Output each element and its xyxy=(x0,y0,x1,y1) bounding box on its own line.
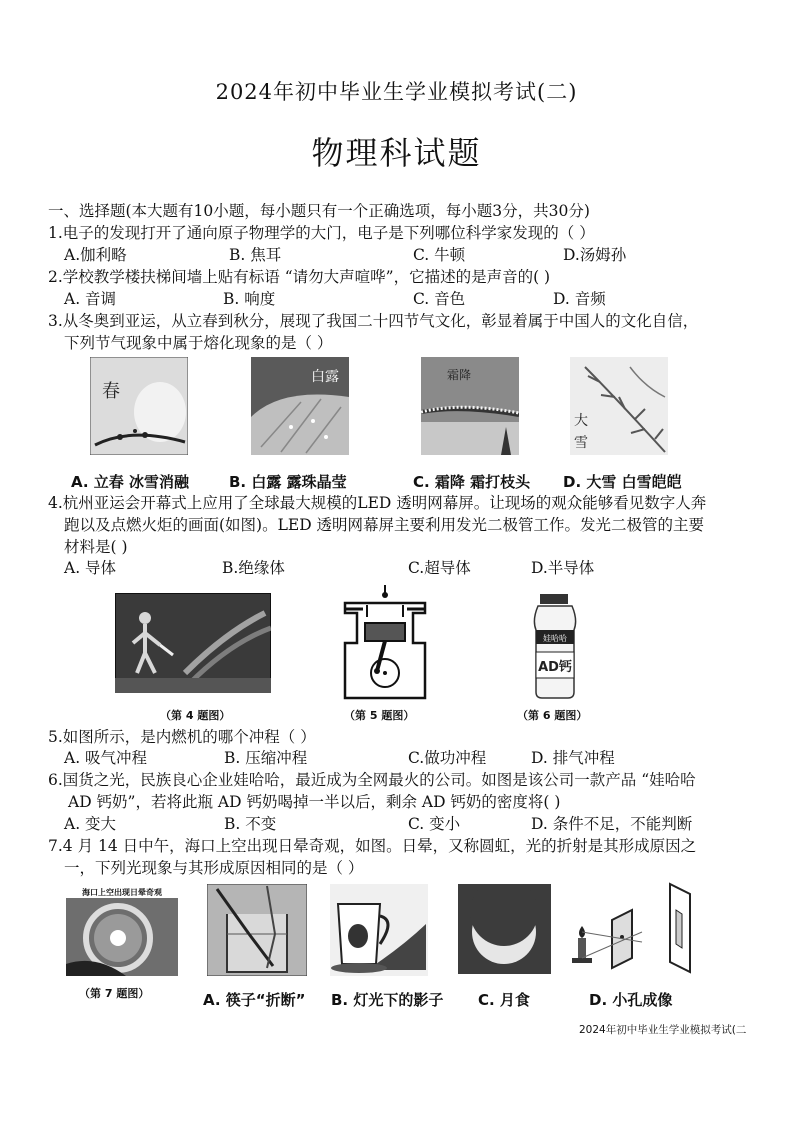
q3-image-white-dew xyxy=(251,357,349,455)
q6-stem-line2: AD 钙奶”，若将此瓶 AD 钙奶喝掉一半以后，剩余 AD 钙奶的密度将( ) xyxy=(68,793,561,811)
q7-image-pinhole-camera xyxy=(566,880,696,976)
q3-image-heavy-snow xyxy=(570,357,668,455)
q7-caption-a: A. 筷子“折断” xyxy=(203,991,306,1009)
q2-option-a: A. 音调 xyxy=(64,290,117,308)
q4-option-d: D.半导体 xyxy=(531,559,595,577)
q5-stem: 5.如图所示，是内燃机的哪个冲程（ ） xyxy=(48,728,316,746)
figure-7-photo-title: 海口上空出现日晕奇观 xyxy=(82,888,162,897)
figure-6-brand-text: 娃哈哈 xyxy=(543,634,567,643)
page-footer: 2024年初中毕业生学业模拟考试(二 xyxy=(579,1024,747,1036)
q3-image-spring xyxy=(90,357,188,455)
q7-caption-b: B. 灯光下的影子 xyxy=(331,991,444,1009)
q4-stem-line3: 材料是( ) xyxy=(64,538,128,556)
q3-image-white-dew-label: 白露 xyxy=(311,369,339,385)
q5-option-b: B. 压缩冲程 xyxy=(224,749,308,767)
q2-option-d: D. 音频 xyxy=(553,290,606,308)
q1-stem: 1.电子的发现打开了通向原子物理学的大门，电子是下列哪位科学家发现的（ ） xyxy=(48,224,595,242)
q3-image-frost-label: 霜降 xyxy=(447,368,472,382)
q3-caption-c: C. 霜降 霜打枝头 xyxy=(413,473,531,491)
q3-image-frost xyxy=(421,357,519,455)
q3-image-heavy-snow-label1: 大 xyxy=(574,413,588,429)
figure-6-caption: （第 6 题图） xyxy=(517,709,588,722)
figure-6-label-text: AD钙 xyxy=(538,660,572,675)
q5-option-c: C.做功冲程 xyxy=(408,749,487,767)
figure-7-sun-halo-photo xyxy=(66,884,178,976)
q5-option-d: D. 排气冲程 xyxy=(531,749,615,767)
q7-image-cup-shadow xyxy=(330,884,428,976)
q2-option-c: C. 音色 xyxy=(413,290,466,308)
q3-caption-a: A. 立春 冰雪消融 xyxy=(71,473,190,491)
q5-option-a: A. 吸气冲程 xyxy=(64,749,148,767)
q4-stem-line2: 跑以及点燃火炬的画面(如图)。LED 透明网幕屏主要利用发光二极管工作。发光二极管的主要 xyxy=(64,516,705,534)
q7-stem-line1: 7.4 月 14 日中午，海口上空出现日晕奇观，如图。日晕，又称圆虹，光的折射是其形成原因之 xyxy=(48,837,697,855)
q3-stem-line1: 3.从冬奥到亚运，从立春到秋分，展现了我国二十四节气文化，彰显着属于中国人的文化自信， xyxy=(48,312,699,330)
q6-option-c: C. 变小 xyxy=(408,815,461,833)
q1-option-d: D.汤姆孙 xyxy=(563,246,627,264)
q3-image-heavy-snow-label2: 雪 xyxy=(574,435,588,451)
figure-4-led-screen xyxy=(115,593,271,693)
q3-image-spring-label: 春 xyxy=(102,381,120,402)
exam-title: 2024年初中毕业生学业模拟考试(二) xyxy=(215,80,578,104)
q6-option-b: B. 不变 xyxy=(224,815,277,833)
figure-5-caption: （第 5 题图） xyxy=(344,709,415,722)
q3-caption-d: D. 大雪 白雪皑皑 xyxy=(563,473,682,491)
q1-option-b: B. 焦耳 xyxy=(229,246,282,264)
q6-option-d: D. 条件不足，不能判断 xyxy=(531,815,693,833)
figure-7-caption: （第 7 题图） xyxy=(79,987,150,1000)
section-heading: 一、选择题(本大题有10小题，每小题只有一个正确选项，每小题3分，共30分) xyxy=(48,202,590,220)
q3-caption-b: B. 白露 露珠晶莹 xyxy=(229,473,347,491)
q6-option-a: A. 变大 xyxy=(64,815,117,833)
q1-option-c: C. 牛顿 xyxy=(413,246,466,264)
q3-stem-line2: 下列节气现象中属于熔化现象的是（ ） xyxy=(64,334,333,352)
q4-option-a: A. 导体 xyxy=(64,559,117,577)
q2-option-b: B. 响度 xyxy=(223,290,276,308)
q4-option-c: C.超导体 xyxy=(408,559,471,577)
figure-4-caption: （第 4 题图） xyxy=(160,709,231,722)
q6-stem-line1: 6.国货之光，民族良心企业娃哈哈，最近成为全网最火的公司。如图是该公司一款产品 “娃哈哈 xyxy=(48,771,696,789)
subject-title: 物理科试题 xyxy=(311,134,482,172)
q4-stem-line1: 4.杭州亚运会开幕式上应用了全球最大规模的LED 透明网幕屏。让现场的观众能够看见数字人奔 xyxy=(48,494,707,512)
q1-option-a: A.伽利略 xyxy=(64,246,127,264)
q2-stem: 2.学校教学楼扶梯间墙上贴有标语 “请勿大声喧哗”，它描述的是声音的( ) xyxy=(48,268,551,286)
q7-stem-line2: 一，下列光现象与其形成原因相同的是（ ） xyxy=(64,859,364,877)
q7-caption-d: D. 小孔成像 xyxy=(589,991,673,1009)
q7-image-lunar-eclipse xyxy=(458,884,551,974)
figure-6-milk-bottle xyxy=(528,590,584,700)
q4-option-b: B.绝缘体 xyxy=(222,559,285,577)
q7-caption-c: C. 月食 xyxy=(478,991,530,1009)
q7-image-chopsticks xyxy=(207,884,307,976)
figure-5-engine-diagram xyxy=(335,583,435,701)
